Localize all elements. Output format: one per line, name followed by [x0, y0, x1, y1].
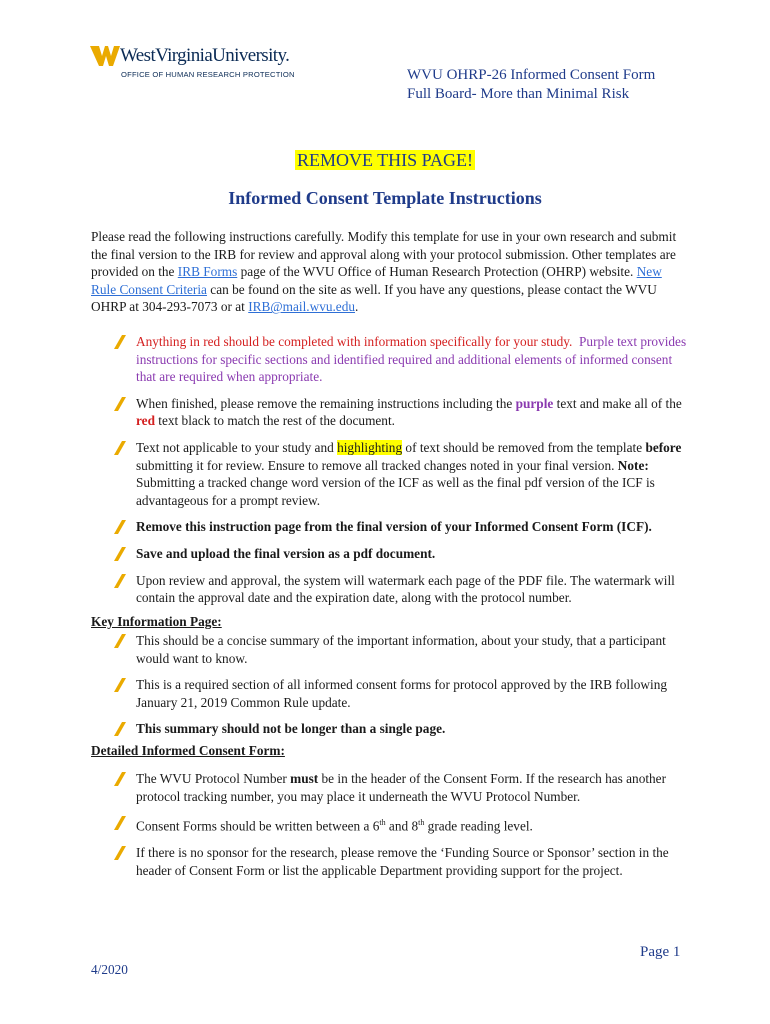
- list-item: [91, 572, 691, 607]
- remove-page-text: REMOVE THIS PAGE!: [296, 150, 474, 170]
- pencil-bullet-icon: [114, 722, 126, 736]
- note-label: Note:: [617, 457, 649, 473]
- bold-word: before: [645, 439, 682, 455]
- instruction-text: If there is no sponsor for the research, please remove the ‘Funding Source or Sponsor’ section in the header of Consent Form or list the applicable Department providing support for the project.: [136, 845, 669, 878]
- instruction-text: This should be a concise summary of the important information, about your study, that a participant would want to know.: [136, 633, 666, 666]
- text-segment: The WVU Protocol Number: [136, 771, 291, 786]
- pencil-bullet-icon: [114, 574, 126, 588]
- instruction-text: Upon review and approval, the system will watermark each page of the PDF file. The watermark will contain the approval date and the expiration date, along with the protocol number.: [136, 572, 675, 606]
- text-segment: grade reading level.: [424, 818, 533, 834]
- text-segment: be in the header of the Consent Form. If the research has another protocol tracking number, you may place it underneath the WVU Protocol Number.: [136, 771, 667, 804]
- text-segment: Text not applicable to your study and: [136, 439, 338, 455]
- pencil-bullet-icon: [114, 816, 126, 830]
- page-number: Page 1: [640, 944, 681, 960]
- text-segment: and 8: [385, 818, 419, 834]
- list-item: [91, 439, 691, 509]
- irb-forms-link[interactable]: IRB Forms: [177, 264, 238, 280]
- new-rule-consent-criteria-link[interactable]: New Rule Consent Criteria: [91, 264, 662, 297]
- instruction-text: This is a required section of all informed consent forms for protocol approved by the IRB following January 21, 2019 Common Rule update.: [136, 677, 668, 710]
- pencil-bullet-icon: [114, 335, 126, 349]
- detailed-consent-list: [91, 770, 691, 879]
- list-item: [91, 545, 691, 563]
- list-item: [91, 770, 691, 805]
- bold-instruction: This summary should not be longer than a single page.: [136, 721, 446, 737]
- header-review-type: Full Board- More than Minimal Risk: [407, 86, 630, 102]
- bold-instruction: Remove this instruction page from the final version of your Informed Consent Form (ICF).: [136, 519, 652, 535]
- page-title: Informed Consent Template Instructions: [228, 188, 542, 208]
- list-item: [91, 518, 691, 536]
- text-segment: of text should be removed from the template: [402, 439, 646, 455]
- intro-text-3: can be found on the site as well. If you have any questions, please contact the WVU OHRP at 304-293-7073 or at: [91, 281, 657, 315]
- superscript: th: [379, 818, 386, 828]
- text-segment: text black to match the rest of the document.: [154, 413, 395, 429]
- document-header: [407, 66, 655, 104]
- logo-office-name: OFFICE OF HUMAN RESEARCH PROTECTION: [121, 70, 295, 79]
- list-item: [91, 720, 691, 738]
- list-item: [91, 844, 691, 879]
- pencil-bullet-icon: [114, 846, 126, 860]
- text-segment: text and make all of the: [553, 395, 682, 411]
- header-form-number: WVU OHRP-26 Informed Consent Form: [407, 67, 656, 83]
- list-item: [91, 333, 691, 386]
- remove-page-notice: [0, 150, 770, 171]
- text-segment: submitting it for review. Ensure to remove all tracked changes noted in your final version.: [136, 457, 618, 473]
- pencil-bullet-icon: [114, 520, 126, 534]
- pencil-bullet-icon: [114, 678, 126, 692]
- pencil-bullet-icon: [114, 547, 126, 561]
- superscript: th: [418, 818, 425, 828]
- pencil-bullet-icon: [114, 441, 126, 455]
- flying-wv-logo-icon: [90, 44, 120, 72]
- purple-word: purple: [515, 395, 554, 411]
- intro-text-1: Please read the following instructions carefully. Modify this template for use in your own research and submit the final version to the IRB for review and approval along with your protocol submission. Other templates are provided on the: [91, 229, 677, 280]
- pencil-bullet-icon: [114, 772, 126, 786]
- highlighted-word: highlighting: [337, 439, 403, 455]
- list-item: [91, 632, 691, 667]
- key-information-list: [91, 632, 691, 738]
- key-information-heading: Key Information Page:: [91, 614, 222, 629]
- red-instruction-text: Anything in red should be completed with information specifically for your study.: [136, 334, 573, 349]
- list-item: [91, 814, 691, 835]
- text-segment: Consent Forms should be written between a 6: [136, 818, 380, 834]
- text-segment: When finished, please remove the remaining instructions including the: [136, 395, 516, 411]
- intro-paragraph: [91, 228, 683, 316]
- intro-text-4: .: [355, 299, 359, 315]
- pencil-bullet-icon: [114, 397, 126, 411]
- bold-instruction: Save and upload the final version as a pdf document.: [136, 545, 436, 561]
- list-item: [91, 395, 691, 430]
- logo-university-name: WestVirginiaUniversity.: [120, 45, 290, 66]
- detailed-consent-heading: Detailed Informed Consent Form:: [91, 743, 285, 758]
- bold-word: must: [290, 771, 319, 786]
- text-segment: Submitting a tracked change word version of the ICF as well as the final pdf version of the ICF is advantageous for a prompt review.: [136, 475, 655, 508]
- purple-instruction-text: Purple text provides instructions for specific sections and identified required and additional elements of informed consent that are required when appropriate.: [136, 334, 687, 385]
- pencil-bullet-icon: [114, 634, 126, 648]
- list-item: [91, 676, 691, 711]
- wvu-logo: [90, 44, 310, 84]
- intro-text-2: page of the WVU Office of Human Research Protection (OHRP) website.: [237, 264, 637, 280]
- instructions-list: [91, 333, 691, 607]
- irb-email-link[interactable]: IRB@mail.wvu.edu: [248, 299, 356, 315]
- red-word: red: [136, 413, 155, 429]
- footer-date: 4/2020: [91, 962, 128, 977]
